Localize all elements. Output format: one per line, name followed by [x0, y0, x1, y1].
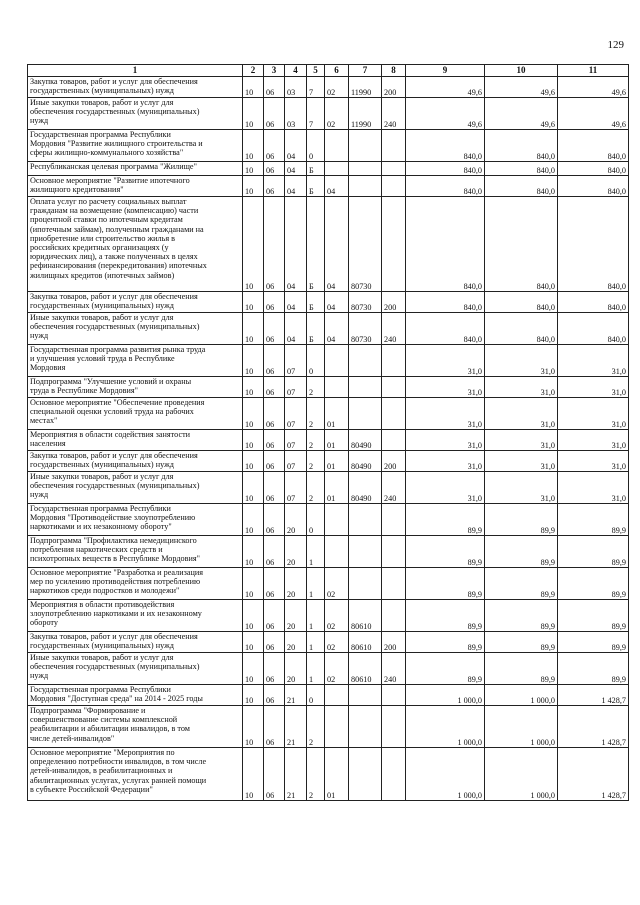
code-cell: 10	[243, 568, 264, 600]
code-cell: 80490	[349, 430, 382, 451]
amount-cell: 89,9	[406, 632, 485, 653]
code-cell: 0	[307, 685, 325, 706]
amount-cell: 840,0	[485, 162, 558, 176]
code-cell: 200	[382, 292, 406, 313]
code-cell: 10	[243, 632, 264, 653]
code-cell: 10	[243, 377, 264, 398]
code-cell: 10	[243, 472, 264, 504]
code-cell: 10	[243, 706, 264, 748]
code-cell	[382, 398, 406, 430]
code-cell: 02	[325, 632, 349, 653]
code-cell: 01	[325, 398, 349, 430]
amount-cell: 31,0	[558, 472, 629, 504]
item-name: Иные закупки товаров, работ и услуг для обеспечения государственных (муниципальных) нужд	[28, 472, 243, 504]
amount-cell: 840,0	[558, 313, 629, 345]
amount-cell: 31,0	[485, 398, 558, 430]
item-name: Государственная программа развития рынка труда и улучшения условий труда в Республике Мордовия	[28, 345, 243, 377]
table-row	[28, 130, 629, 162]
code-cell	[349, 130, 382, 162]
code-cell: 2	[307, 706, 325, 748]
amount-cell: 89,9	[485, 504, 558, 536]
code-cell	[382, 377, 406, 398]
item-name: Иные закупки товаров, работ и услуг для обеспечения государственных (муниципальных) нужд	[28, 313, 243, 345]
amount-cell: 840,0	[485, 292, 558, 313]
column-header: 11	[558, 65, 629, 77]
code-cell	[349, 536, 382, 568]
code-cell: 01	[325, 748, 349, 801]
code-cell: 06	[264, 568, 285, 600]
amount-cell: 49,6	[485, 77, 558, 98]
code-cell: 01	[325, 472, 349, 504]
code-cell: 10	[243, 748, 264, 801]
amount-cell: 89,9	[406, 568, 485, 600]
amount-cell: 49,6	[406, 98, 485, 130]
amount-cell: 31,0	[406, 377, 485, 398]
column-header: 8	[382, 65, 406, 77]
code-cell	[382, 748, 406, 801]
code-cell: 06	[264, 292, 285, 313]
code-cell: 80490	[349, 451, 382, 472]
column-header: 7	[349, 65, 382, 77]
code-cell: 06	[264, 632, 285, 653]
code-cell: 10	[243, 197, 264, 292]
amount-cell: 31,0	[485, 345, 558, 377]
amount-cell: 31,0	[406, 451, 485, 472]
code-cell: 04	[325, 176, 349, 197]
code-cell: 04	[285, 162, 307, 176]
code-cell: 1	[307, 632, 325, 653]
table-row	[28, 398, 629, 430]
amount-cell: 89,9	[558, 600, 629, 632]
column-header: 2	[243, 65, 264, 77]
amount-cell: 49,6	[485, 98, 558, 130]
code-cell: 04	[285, 292, 307, 313]
code-cell: 20	[285, 600, 307, 632]
code-cell: 06	[264, 77, 285, 98]
table-row	[28, 568, 629, 600]
code-cell: 06	[264, 600, 285, 632]
code-cell: 20	[285, 632, 307, 653]
amount-cell: 1 000,0	[485, 748, 558, 801]
amount-cell: 89,9	[406, 600, 485, 632]
code-cell	[349, 706, 382, 748]
code-cell: 10	[243, 98, 264, 130]
code-cell: 10	[243, 653, 264, 685]
code-cell	[349, 162, 382, 176]
amount-cell: 1 000,0	[406, 748, 485, 801]
code-cell: 04	[285, 313, 307, 345]
item-name: Основное мероприятие "Мероприятия по определению потребности инвалидов, в том числе детей-инвалидов, в реабилитационных и абилитационных услугах, услугах ранней помощи в субъекте Российской Федерации"	[28, 748, 243, 801]
item-name: Иные закупки товаров, работ и услуг для обеспечения государственных (муниципальных) нужд	[28, 98, 243, 130]
amount-cell: 840,0	[406, 197, 485, 292]
code-cell: 200	[382, 632, 406, 653]
code-cell: 7	[307, 77, 325, 98]
table-row	[28, 472, 629, 504]
code-cell: 20	[285, 536, 307, 568]
item-name: Республиканская целевая программа "Жилище"	[28, 162, 243, 176]
code-cell: 200	[382, 77, 406, 98]
code-cell: 80610	[349, 600, 382, 632]
amount-cell: 840,0	[558, 197, 629, 292]
code-cell	[325, 345, 349, 377]
code-cell: 20	[285, 504, 307, 536]
amount-cell: 840,0	[485, 130, 558, 162]
amount-cell: 1 000,0	[485, 706, 558, 748]
code-cell	[325, 706, 349, 748]
code-cell	[349, 176, 382, 197]
code-cell: 2	[307, 451, 325, 472]
amount-cell: 840,0	[406, 313, 485, 345]
code-cell: 02	[325, 653, 349, 685]
amount-cell: 1 000,0	[406, 706, 485, 748]
amount-cell: 1 428,7	[558, 706, 629, 748]
code-cell	[349, 748, 382, 801]
code-cell: 06	[264, 536, 285, 568]
code-cell: 06	[264, 706, 285, 748]
table-row	[28, 451, 629, 472]
code-cell: 02	[325, 77, 349, 98]
amount-cell: 840,0	[558, 292, 629, 313]
code-cell: Б	[307, 176, 325, 197]
amount-cell: 31,0	[558, 345, 629, 377]
amount-cell: 89,9	[406, 536, 485, 568]
column-header: 1	[28, 65, 243, 77]
amount-cell: 49,6	[558, 98, 629, 130]
code-cell: Б	[307, 313, 325, 345]
amount-cell: 840,0	[406, 162, 485, 176]
amount-cell: 840,0	[485, 313, 558, 345]
code-cell: 06	[264, 430, 285, 451]
code-cell	[349, 377, 382, 398]
code-cell: 07	[285, 398, 307, 430]
code-cell: 10	[243, 345, 264, 377]
amount-cell: 840,0	[406, 130, 485, 162]
code-cell: 2	[307, 430, 325, 451]
item-name: Подпрограмма "Формирование и совершенствование системы комплексной реабилитации и абилитации инвалидов, в том числе детей-инвалидов"	[28, 706, 243, 748]
code-cell: 06	[264, 176, 285, 197]
code-cell: 80730	[349, 197, 382, 292]
code-cell: 10	[243, 600, 264, 632]
code-cell	[382, 176, 406, 197]
code-cell: 06	[264, 377, 285, 398]
item-name: Мероприятия в области содействия занятости населения	[28, 430, 243, 451]
code-cell: 11990	[349, 98, 382, 130]
item-name: Закупка товаров, работ и услуг для обеспечения государственных (муниципальных) нужд	[28, 77, 243, 98]
amount-cell: 89,9	[558, 504, 629, 536]
amount-cell: 840,0	[558, 176, 629, 197]
code-cell	[325, 504, 349, 536]
code-cell: 240	[382, 98, 406, 130]
item-name: Государственная программа Республики Мордовия "Противодействие злоупотреблению наркотиками и их незаконному обороту"	[28, 504, 243, 536]
code-cell: 1	[307, 653, 325, 685]
table-row	[28, 748, 629, 801]
code-cell	[382, 685, 406, 706]
table-row	[28, 685, 629, 706]
code-cell: 1	[307, 536, 325, 568]
code-cell	[349, 685, 382, 706]
code-cell: 07	[285, 430, 307, 451]
item-name: Закупка товаров, работ и услуг для обеспечения государственных (муниципальных) нужд	[28, 292, 243, 313]
code-cell	[382, 706, 406, 748]
amount-cell: 89,9	[558, 632, 629, 653]
code-cell	[325, 130, 349, 162]
amount-cell: 89,9	[485, 536, 558, 568]
code-cell: 1	[307, 600, 325, 632]
amount-cell: 89,9	[485, 600, 558, 632]
code-cell: 240	[382, 472, 406, 504]
item-name: Подпрограмма "Улучшение условий и охраны труда в Республике Мордовия"	[28, 377, 243, 398]
code-cell: 06	[264, 685, 285, 706]
code-cell: 07	[285, 451, 307, 472]
table-row	[28, 653, 629, 685]
item-name: Мероприятия в области противодействия злоупотреблению наркотиками и их незаконному обороту	[28, 600, 243, 632]
code-cell: 07	[285, 345, 307, 377]
column-header: 9	[406, 65, 485, 77]
amount-cell: 31,0	[406, 398, 485, 430]
code-cell	[382, 345, 406, 377]
table-row	[28, 98, 629, 130]
page-number: 129	[607, 39, 624, 51]
code-cell: 06	[264, 472, 285, 504]
amount-cell: 1 000,0	[485, 685, 558, 706]
code-cell: 1	[307, 568, 325, 600]
code-cell: 200	[382, 451, 406, 472]
amount-cell: 840,0	[406, 292, 485, 313]
code-cell: 240	[382, 653, 406, 685]
amount-cell: 31,0	[406, 345, 485, 377]
code-cell: 06	[264, 748, 285, 801]
code-cell: 10	[243, 313, 264, 345]
amount-cell: 840,0	[558, 162, 629, 176]
amount-cell: 31,0	[406, 472, 485, 504]
table-row	[28, 313, 629, 345]
code-cell: 06	[264, 130, 285, 162]
item-name: Закупка товаров, работ и услуг для обеспечения государственных (муниципальных) нужд	[28, 632, 243, 653]
code-cell: 01	[325, 451, 349, 472]
amount-cell: 31,0	[485, 377, 558, 398]
header-row	[28, 65, 629, 77]
budget-table	[27, 64, 629, 801]
amount-cell: 840,0	[558, 130, 629, 162]
code-cell: 2	[307, 748, 325, 801]
item-name: Подпрограмма "Профилактика немедицинского потребления наркотических средств и психотропных веществ в Республике Мордовия"	[28, 536, 243, 568]
code-cell	[325, 162, 349, 176]
code-cell: Б	[307, 292, 325, 313]
item-name: Оплата услуг по расчету социальных выплат гражданам на возмещение (компенсацию) части процентной ставки по ипотечным кредитам (ипотечным займам), полученным гражданами на приобретение или строительство жилья в российских кредитных организациях (у юридических лиц), а также полученных в целях рефинансирования (перекредитования) ипотечных жилищных кредитов (ипотечных займов)	[28, 197, 243, 292]
amount-cell: 840,0	[485, 197, 558, 292]
code-cell: 04	[325, 292, 349, 313]
code-cell: 06	[264, 345, 285, 377]
amount-cell: 31,0	[485, 451, 558, 472]
code-cell: 2	[307, 377, 325, 398]
column-header: 4	[285, 65, 307, 77]
code-cell: 06	[264, 451, 285, 472]
code-cell: 0	[307, 130, 325, 162]
code-cell	[382, 162, 406, 176]
code-cell: 10	[243, 504, 264, 536]
code-cell	[349, 504, 382, 536]
code-cell: 2	[307, 398, 325, 430]
code-cell	[382, 504, 406, 536]
code-cell: 01	[325, 430, 349, 451]
item-name: Основное мероприятие "Развитие ипотечного жилищного кредитования"	[28, 176, 243, 197]
code-cell: 21	[285, 685, 307, 706]
amount-cell: 49,6	[406, 77, 485, 98]
table-row	[28, 706, 629, 748]
amount-cell: 31,0	[558, 398, 629, 430]
code-cell	[382, 600, 406, 632]
code-cell	[349, 568, 382, 600]
amount-cell: 31,0	[558, 377, 629, 398]
code-cell	[382, 197, 406, 292]
code-cell: 20	[285, 653, 307, 685]
code-cell: 06	[264, 313, 285, 345]
amount-cell: 89,9	[406, 504, 485, 536]
code-cell: 02	[325, 98, 349, 130]
amount-cell: 89,9	[558, 536, 629, 568]
code-cell: 03	[285, 77, 307, 98]
code-cell: 80730	[349, 313, 382, 345]
table-row	[28, 430, 629, 451]
code-cell: 04	[285, 176, 307, 197]
table-row	[28, 197, 629, 292]
code-cell: 10	[243, 176, 264, 197]
code-cell: 0	[307, 504, 325, 536]
code-cell: 02	[325, 568, 349, 600]
amount-cell: 89,9	[406, 653, 485, 685]
amount-cell: 840,0	[406, 176, 485, 197]
code-cell	[382, 130, 406, 162]
code-cell: 04	[285, 130, 307, 162]
amount-cell: 31,0	[406, 430, 485, 451]
code-cell: 80730	[349, 292, 382, 313]
code-cell: Б	[307, 197, 325, 292]
code-cell: 06	[264, 504, 285, 536]
code-cell: 04	[325, 313, 349, 345]
code-cell: 2	[307, 472, 325, 504]
code-cell: Б	[307, 162, 325, 176]
code-cell: 10	[243, 451, 264, 472]
table-row	[28, 377, 629, 398]
item-name: Государственная программа Республики Мордовия "Развитие жилищного строительства и сферы жилищно-коммунального хозяйства"	[28, 130, 243, 162]
code-cell: 20	[285, 568, 307, 600]
code-cell: 80610	[349, 632, 382, 653]
code-cell: 11990	[349, 77, 382, 98]
code-cell: 80610	[349, 653, 382, 685]
code-cell: 7	[307, 98, 325, 130]
code-cell: 10	[243, 77, 264, 98]
amount-cell: 1 428,7	[558, 685, 629, 706]
code-cell	[382, 536, 406, 568]
code-cell	[382, 568, 406, 600]
amount-cell: 89,9	[485, 653, 558, 685]
code-cell: 10	[243, 536, 264, 568]
column-header: 6	[325, 65, 349, 77]
amount-cell: 89,9	[485, 632, 558, 653]
code-cell: 07	[285, 377, 307, 398]
code-cell: 10	[243, 398, 264, 430]
amount-cell: 89,9	[558, 568, 629, 600]
table-row	[28, 504, 629, 536]
item-name: Государственная программа Республики Мордовия "Доступная среда" на 2014 - 2025 годы	[28, 685, 243, 706]
amount-cell: 89,9	[485, 568, 558, 600]
table-row	[28, 77, 629, 98]
code-cell: 10	[243, 430, 264, 451]
table-row	[28, 292, 629, 313]
code-cell: 10	[243, 292, 264, 313]
code-cell: 06	[264, 398, 285, 430]
column-header: 10	[485, 65, 558, 77]
item-name: Закупка товаров, работ и услуг для обеспечения государственных (муниципальных) нужд	[28, 451, 243, 472]
table-row	[28, 162, 629, 176]
code-cell: 10	[243, 685, 264, 706]
item-name: Основное мероприятие "Разработка и реализация мер по усилению противодействия потреблению наркотиков среди подростков и молодежи"	[28, 568, 243, 600]
code-cell	[349, 398, 382, 430]
code-cell	[349, 345, 382, 377]
code-cell	[325, 685, 349, 706]
amount-cell: 1 000,0	[406, 685, 485, 706]
code-cell: 02	[325, 600, 349, 632]
table-row	[28, 632, 629, 653]
code-cell: 06	[264, 653, 285, 685]
amount-cell: 49,6	[558, 77, 629, 98]
table-row	[28, 345, 629, 377]
code-cell: 21	[285, 706, 307, 748]
amount-cell: 89,9	[558, 653, 629, 685]
code-cell	[325, 536, 349, 568]
code-cell: 06	[264, 98, 285, 130]
code-cell: 04	[285, 197, 307, 292]
code-cell: 07	[285, 472, 307, 504]
code-cell: 80490	[349, 472, 382, 504]
amount-cell: 31,0	[485, 430, 558, 451]
amount-cell: 1 428,7	[558, 748, 629, 801]
item-name: Основное мероприятие "Обеспечение проведения специальной оценки условий труда на рабочих местах"	[28, 398, 243, 430]
code-cell: 03	[285, 98, 307, 130]
code-cell: 0	[307, 345, 325, 377]
amount-cell: 31,0	[485, 472, 558, 504]
code-cell: 06	[264, 197, 285, 292]
table-row	[28, 536, 629, 568]
column-header: 5	[307, 65, 325, 77]
amount-cell: 31,0	[558, 451, 629, 472]
table-row	[28, 600, 629, 632]
code-cell: 21	[285, 748, 307, 801]
code-cell: 04	[325, 197, 349, 292]
table-row	[28, 176, 629, 197]
column-header: 3	[264, 65, 285, 77]
code-cell: 06	[264, 162, 285, 176]
code-cell: 240	[382, 313, 406, 345]
code-cell	[325, 377, 349, 398]
code-cell: 10	[243, 130, 264, 162]
code-cell: 10	[243, 162, 264, 176]
amount-cell: 840,0	[485, 176, 558, 197]
amount-cell: 31,0	[558, 430, 629, 451]
code-cell	[382, 430, 406, 451]
item-name: Иные закупки товаров, работ и услуг для обеспечения государственных (муниципальных) нужд	[28, 653, 243, 685]
